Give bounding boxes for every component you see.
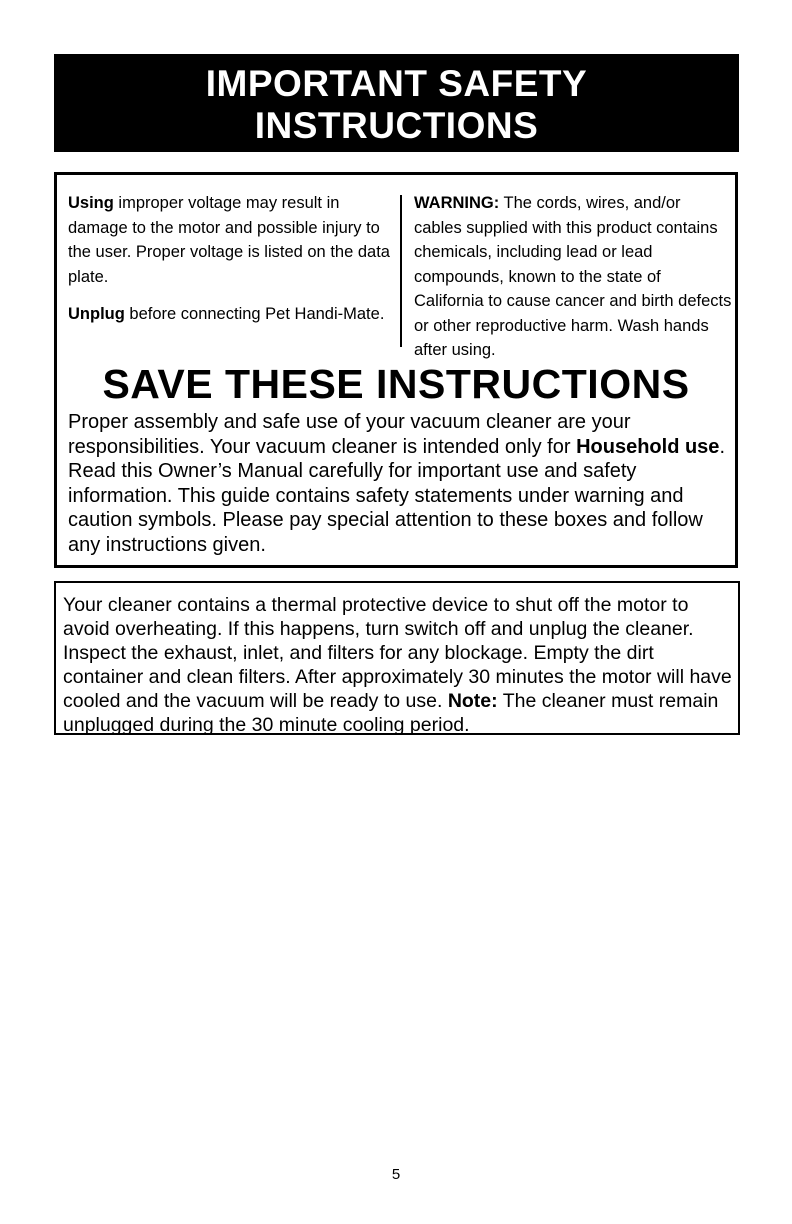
voltage-text: improper voltage may result in damage to the motor and possible injury to the user. Proper voltage is listed on the data plate.	[68, 194, 390, 286]
title-banner	[54, 54, 739, 152]
page-title-line1: IMPORTANT SAFETY	[205, 63, 588, 104]
responsibility-text-1: Proper assembly and safe use of your vacuum cleaner are your responsibilities. Your vacuum cleaner is intended only for	[68, 411, 631, 458]
responsibility-text-2: . Read this Owner’s Manual carefully for important use and safety information. This guide contains safety statements under warning and caution symbols. Please pay special attention to these boxes and follow any instructions given.	[68, 435, 725, 556]
thermal-paragraph	[63, 593, 735, 737]
warning-lead: WARNING:	[414, 194, 500, 212]
unplug-lead: Unplug	[68, 305, 125, 323]
thermal-protection-box	[54, 581, 740, 735]
voltage-lead: Using	[68, 194, 114, 212]
page-number: 5	[391, 1166, 401, 1183]
note-text: The cleaner must remain unplugged during the 30 minute cooling period.	[63, 690, 719, 736]
safety-instructions-box	[54, 172, 738, 568]
page-title-line2: INSTRUCTIONS	[254, 105, 539, 146]
thermal-text: Your cleaner contains a thermal protective device to shut off the motor to avoid overheating. If this happens, turn switch off and unplug the cleaner. Inspect the exhaust, inlet, and filters for any blockage. Empty the dirt container and clean filters. After approximately 30 minutes the motor will have cooled and the vacuum will be ready to use.	[63, 594, 732, 712]
save-instructions-heading: SAVE THESE INSTRUCTIONS	[102, 361, 690, 407]
responsibility-paragraph	[68, 410, 730, 557]
voltage-paragraph	[68, 191, 398, 289]
unplug-text: before connecting Pet Handi-Mate.	[124, 305, 385, 323]
right-column	[414, 191, 732, 363]
column-divider	[400, 195, 402, 347]
unplug-paragraph	[68, 302, 398, 327]
warning-paragraph	[414, 191, 732, 363]
household-use-emphasis: Household use	[576, 435, 720, 458]
left-column	[68, 191, 398, 327]
note-label: Note:	[447, 690, 498, 712]
warning-text: The cords, wires, and/or cables supplied with this product contains chemicals, including lead or lead compounds, known to the state of California to cause cancer and birth defects or other reproductive harm. Wash hands after using.	[414, 194, 732, 359]
